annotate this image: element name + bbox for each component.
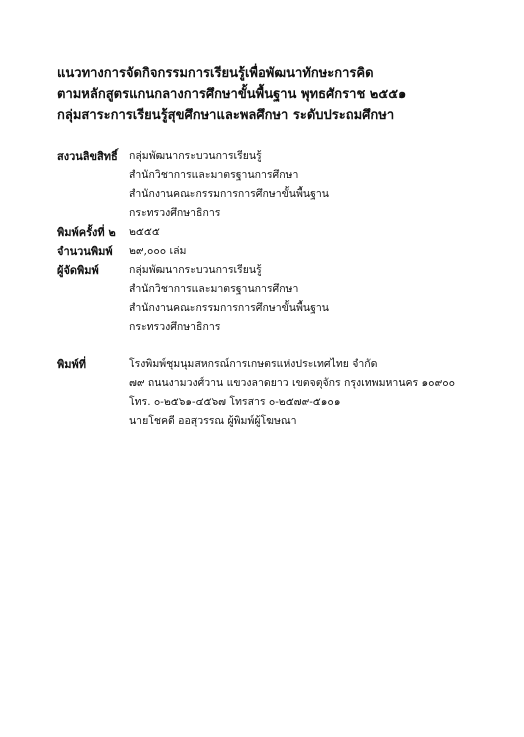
quantity-row: [57, 242, 497, 261]
publisher-label: ผู้จัดพิมพ์: [57, 264, 99, 277]
copyright-line: กลุ่มพัฒนากระบวนการเรียนรู้: [129, 150, 262, 162]
printer-line: โทร. ๐-๒๕๖๑-๔๕๖๗ โทรสาร ๐-๒๕๗๙-๕๑๐๑: [129, 396, 341, 408]
publisher-line: กระทรวงศึกษาธิการ: [129, 321, 221, 333]
publisher-line: สำนักวิชาการและมาตรฐานการศึกษา: [129, 283, 299, 295]
copyright-line: สำนักงานคณะกรรมการการศึกษาขั้นพื้นฐาน: [129, 188, 329, 200]
printer-section: [57, 355, 497, 431]
printer-line: โรงพิมพ์ชุมนุมสหกรณ์การเกษตรแห่งประเทศไทย จำกัด: [129, 358, 378, 370]
title-line-1: แนวทางการจัดกิจกรรมการเรียนรู้เพื่อพัฒนาทักษะการคิด: [57, 66, 374, 81]
edition-year: ๒๕๕๕: [129, 226, 160, 238]
quantity-label: จำนวนพิมพ์: [57, 245, 113, 258]
printer-line: นายโชคดี ออสุวรรณ ผู้พิมพ์ผู้โฆษณา: [129, 415, 297, 427]
quantity-value: ๒๙,๐๐๐ เล่ม: [129, 245, 187, 257]
publisher-line: สำนักงานคณะกรรมการการศึกษาขั้นพื้นฐาน: [129, 302, 329, 314]
printer-line: ๗๙ ถนนงามวงศ์วาน แขวงลาดยาว เขตจตุจักร กรุงเทพมหานคร ๑๐๙๐๐: [129, 377, 456, 389]
printer-label: พิมพ์ที่: [57, 358, 87, 371]
title-line-2: ตามหลักสูตรแกนกลางการศึกษาขั้นพื้นฐาน พุทธศักราช ๒๕๕๑: [57, 87, 407, 102]
copyright-line: สำนักวิชาการและมาตรฐานการศึกษา: [129, 169, 299, 181]
copyright-line: กระทรวงศึกษาธิการ: [129, 207, 221, 219]
edition-label: พิมพ์ครั้งที่ ๒: [57, 226, 116, 239]
copyright-section: [57, 147, 497, 337]
edition-row: [57, 223, 497, 242]
copyright-label: สงวนลิขสิทธิ์: [57, 150, 118, 163]
document-title: [57, 63, 497, 126]
publisher-row: [57, 261, 497, 337]
publisher-line: กลุ่มพัฒนากระบวนการเรียนรู้: [129, 264, 262, 276]
title-line-3: กลุ่มสาระการเรียนรู้สุขศึกษาและพลศึกษา ระดับประถมศึกษา: [57, 108, 395, 123]
